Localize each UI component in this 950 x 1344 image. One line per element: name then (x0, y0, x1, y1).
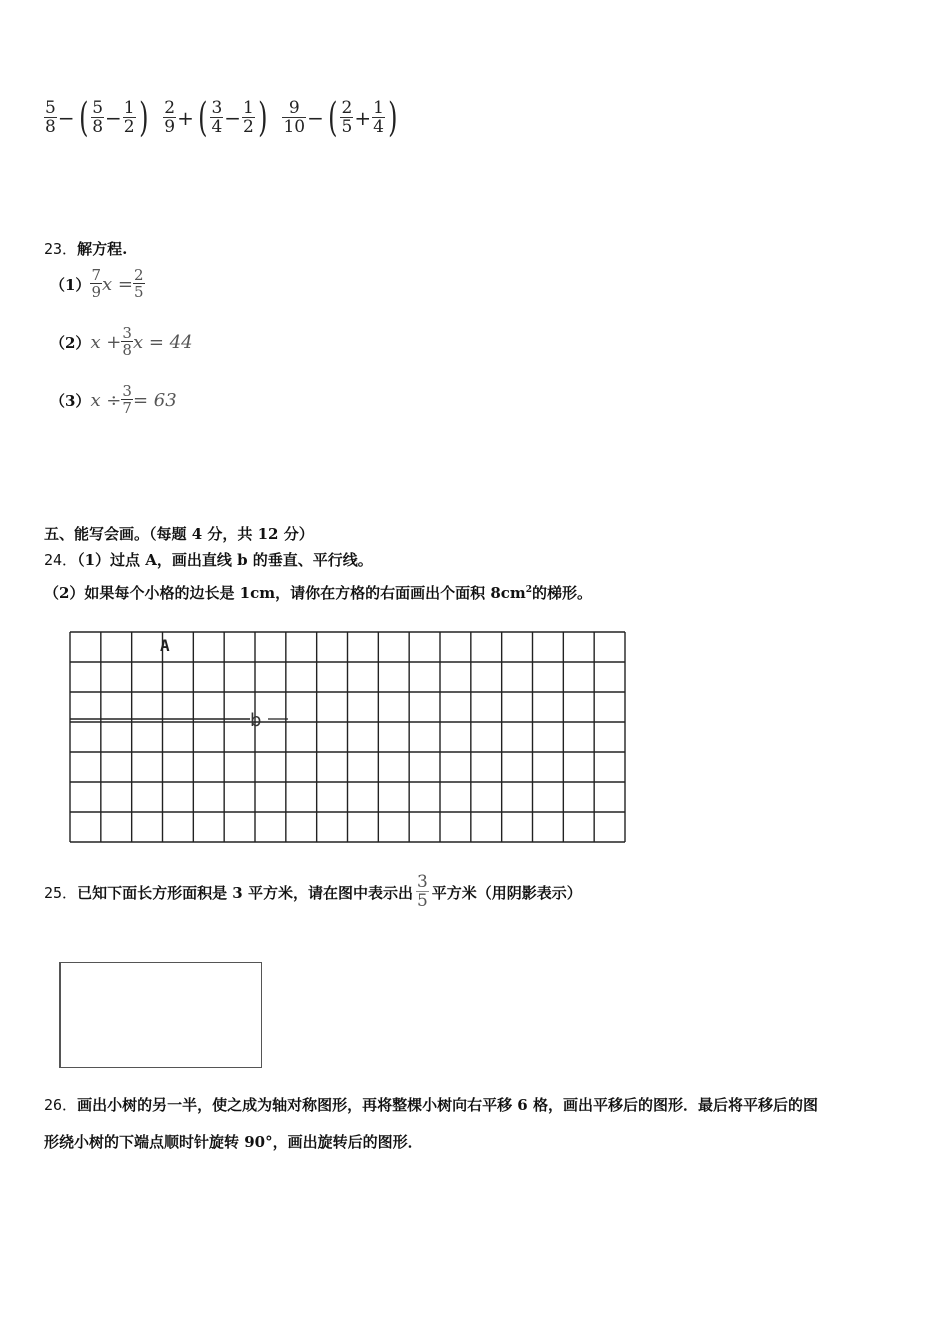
line-b-label: b (250, 710, 262, 731)
left-paren: ( (78, 95, 89, 141)
item-label: （2） (50, 333, 91, 352)
q26-line1 (44, 1094, 914, 1115)
frac-a: $\frac{5}{8}$ (45, 98, 56, 137)
question-number: 26． (44, 1096, 78, 1114)
equation-text: x = 44 (132, 331, 193, 353)
equation-text: = 63 (132, 389, 177, 411)
operator: + (354, 106, 372, 130)
frac-b: $\frac{3}{4}$ (211, 98, 223, 137)
q24-line1 (44, 549, 373, 570)
left-paren: ( (327, 95, 338, 141)
left-paren: ( (197, 95, 208, 141)
square-grid[interactable] (60, 622, 635, 854)
fraction: $\frac{3}{7}$ (122, 382, 132, 417)
question-number: 25． (44, 883, 78, 902)
fraction: $\frac{7}{9}$ (91, 266, 101, 301)
operator: − (307, 106, 324, 130)
item-label: （1） (50, 275, 91, 294)
operator: + (177, 106, 194, 130)
frac-c: $\frac{1}{2}$ (243, 98, 254, 137)
q23-equation-3 (50, 384, 177, 416)
question-title: 解方程. (77, 240, 128, 258)
rectangle-figure[interactable] (59, 962, 262, 1068)
question-text: 平方米（用阴影表示） (431, 883, 582, 902)
frac-a: $\frac{9}{10}$ (283, 98, 306, 137)
question-number: 23． (44, 240, 78, 258)
frac-a: $\frac{2}{9}$ (164, 98, 176, 137)
q25-line (44, 874, 582, 910)
question-text: 已知下面长方形面积是 3 平方米，请在图中表示出 (77, 883, 413, 902)
question-number: 24． (44, 551, 78, 569)
q26-line2: 形绕小树的下端点顺时针旋转 90°，画出旋转后的图形． (44, 1133, 423, 1151)
superscript: 2 (525, 585, 533, 595)
item-label: （3） (50, 391, 91, 410)
point-a-label: A (160, 636, 170, 655)
frac-b: $\frac{2}{5}$ (341, 98, 353, 137)
frac-c: $\frac{1}{2}$ (123, 98, 135, 137)
operator: − (105, 106, 122, 130)
equation-text: x + (90, 331, 122, 353)
right-paren: ) (138, 95, 149, 141)
operator: − (57, 106, 75, 130)
equation-text: x ÷ (90, 389, 122, 411)
fraction: $\frac{3}{5}$ (416, 872, 428, 911)
frac-c: $\frac{1}{4}$ (373, 98, 384, 137)
right-paren: ) (257, 95, 268, 141)
equation-text: x = (101, 273, 133, 295)
question-text: 的梯形。 (532, 584, 593, 602)
question-text: （2）如果每个小格的边长是 1cm，请你在方格的右面画出个面积 8cm (44, 584, 526, 602)
fraction: $\frac{2}{5}$ (133, 266, 144, 301)
q23-heading (44, 238, 127, 259)
frac-b: $\frac{5}{8}$ (92, 98, 104, 137)
question-text: 画出小树的另一半，使之成为轴对称图形，再将整棵小树向右平移 6 格，画出平移后的图形．最后将平移后的图 (77, 1096, 818, 1114)
calc-expressions (44, 95, 401, 141)
right-paren: ) (388, 95, 398, 141)
q23-equation-2 (50, 326, 193, 358)
q24-line2 (44, 582, 592, 603)
question-text: （1）过点 A，画出直线 b 的垂直、平行线。 (77, 551, 373, 569)
operator: − (224, 106, 242, 130)
q23-equation-1 (50, 268, 145, 300)
fraction: $\frac{3}{8}$ (122, 324, 132, 359)
section-heading: 五、能写会画。（每题 4 分，共 12 分） (44, 525, 314, 543)
